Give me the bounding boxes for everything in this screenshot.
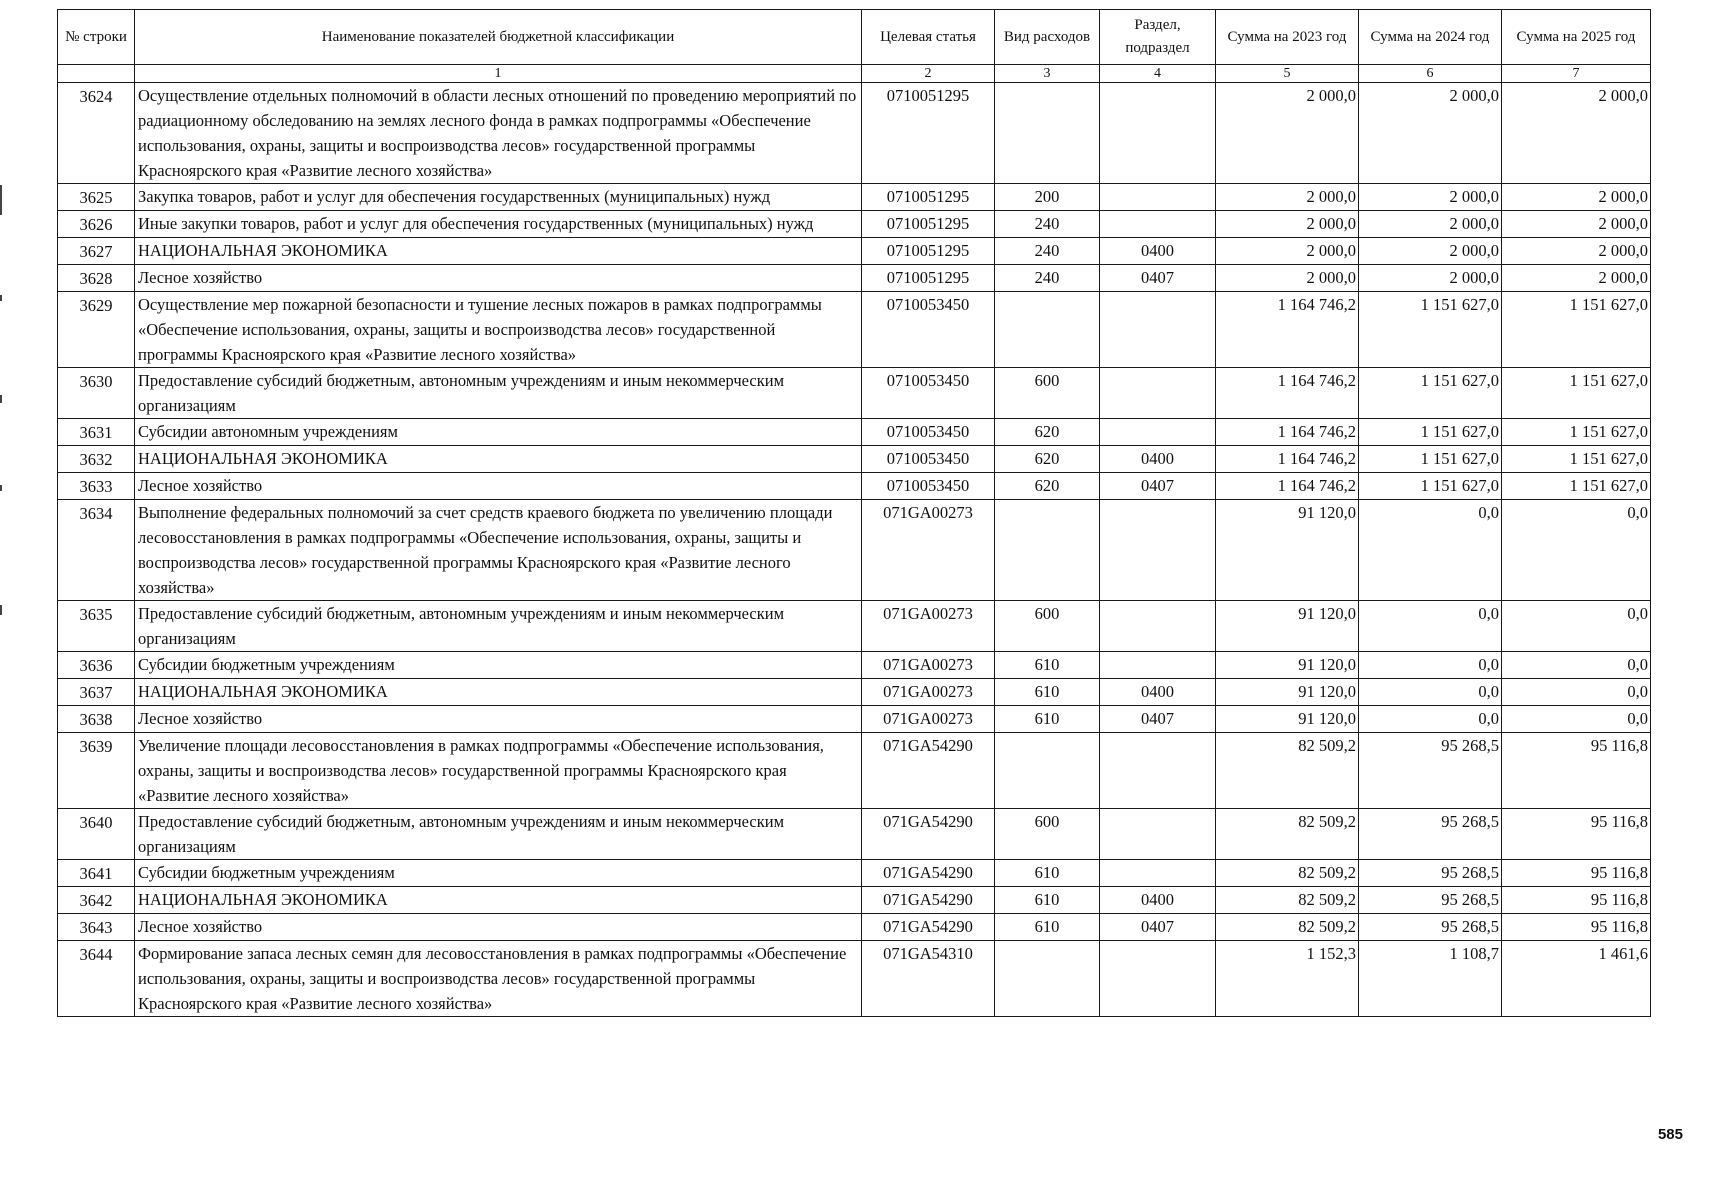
row-name: НАЦИОНАЛЬНАЯ ЭКОНОМИКА bbox=[135, 446, 862, 473]
row-sum-2024: 2 000,0 bbox=[1359, 211, 1502, 238]
row-number: 3626 bbox=[58, 211, 135, 238]
row-number: 3633 bbox=[58, 473, 135, 500]
row-target-article: 071GA00273 bbox=[862, 679, 995, 706]
row-sum-2025: 2 000,0 bbox=[1502, 211, 1651, 238]
row-number: 3641 bbox=[58, 860, 135, 887]
row-name: Иные закупки товаров, работ и услуг для обеспечения государственных (муниципальных) нужд bbox=[135, 211, 862, 238]
row-section bbox=[1100, 809, 1216, 860]
row-number: 3638 bbox=[58, 706, 135, 733]
row-name: Выполнение федеральных полномочий за счет средств краевого бюджета по увеличению площади лесовосстановления в рамках подпрограммы «Обеспечение использования, охраны, защиты и воспроизводства лесов» государственной программы Красноярского края «Развитие лесного хозяйства» bbox=[135, 500, 862, 601]
row-number: 3637 bbox=[58, 679, 135, 706]
column-number-row bbox=[58, 65, 1651, 83]
table-row bbox=[58, 446, 1651, 473]
row-target-article: 0710051295 bbox=[862, 83, 995, 184]
row-section bbox=[1100, 601, 1216, 652]
row-sum-2024: 2 000,0 bbox=[1359, 83, 1502, 184]
row-target-article: 0710053450 bbox=[862, 368, 995, 419]
row-number: 3628 bbox=[58, 265, 135, 292]
row-name: Предоставление субсидий бюджетным, автономным учреждениям и иным некоммерческим организациям bbox=[135, 368, 862, 419]
row-sum-2025: 0,0 bbox=[1502, 679, 1651, 706]
row-section bbox=[1100, 419, 1216, 446]
row-sum-2023: 1 164 746,2 bbox=[1216, 473, 1359, 500]
row-number: 3640 bbox=[58, 809, 135, 860]
row-sum-2023: 82 509,2 bbox=[1216, 809, 1359, 860]
row-sum-2025: 1 461,6 bbox=[1502, 941, 1651, 1017]
budget-table bbox=[57, 9, 1651, 1017]
column-number: 1 bbox=[135, 65, 862, 83]
table-row bbox=[58, 473, 1651, 500]
row-section: 0407 bbox=[1100, 914, 1216, 941]
row-sum-2025: 2 000,0 bbox=[1502, 265, 1651, 292]
row-sum-2025: 95 116,8 bbox=[1502, 860, 1651, 887]
row-target-article: 0710051295 bbox=[862, 211, 995, 238]
row-sum-2025: 95 116,8 bbox=[1502, 809, 1651, 860]
row-section: 0400 bbox=[1100, 887, 1216, 914]
row-sum-2025: 95 116,8 bbox=[1502, 914, 1651, 941]
row-sum-2023: 2 000,0 bbox=[1216, 265, 1359, 292]
row-section: 0400 bbox=[1100, 679, 1216, 706]
row-expense-type: 600 bbox=[995, 601, 1100, 652]
row-sum-2024: 1 151 627,0 bbox=[1359, 419, 1502, 446]
table-row bbox=[58, 83, 1651, 184]
row-number: 3643 bbox=[58, 914, 135, 941]
row-number: 3625 bbox=[58, 184, 135, 211]
header-sum-2024: Сумма на 2024 год bbox=[1359, 10, 1502, 65]
row-expense-type: 600 bbox=[995, 368, 1100, 419]
row-name: Увеличение площади лесовосстановления в рамках подпрограммы «Обеспечение использования, охраны, защиты и воспроизводства лесов» государственной программы Красноярского края «Развитие лесного хозяйства» bbox=[135, 733, 862, 809]
row-sum-2023: 82 509,2 bbox=[1216, 914, 1359, 941]
column-number: 5 bbox=[1216, 65, 1359, 83]
row-target-article: 071GA54310 bbox=[862, 941, 995, 1017]
page-number: 585 bbox=[1657, 1126, 1683, 1143]
row-sum-2023: 82 509,2 bbox=[1216, 887, 1359, 914]
row-sum-2025: 1 151 627,0 bbox=[1502, 368, 1651, 419]
row-sum-2024: 95 268,5 bbox=[1359, 809, 1502, 860]
row-number: 3644 bbox=[58, 941, 135, 1017]
row-section bbox=[1100, 733, 1216, 809]
row-sum-2023: 2 000,0 bbox=[1216, 83, 1359, 184]
row-expense-type: 240 bbox=[995, 238, 1100, 265]
row-name: Лесное хозяйство bbox=[135, 914, 862, 941]
row-section bbox=[1100, 211, 1216, 238]
row-sum-2023: 1 164 746,2 bbox=[1216, 292, 1359, 368]
row-number: 3629 bbox=[58, 292, 135, 368]
row-sum-2024: 2 000,0 bbox=[1359, 265, 1502, 292]
row-number: 3639 bbox=[58, 733, 135, 809]
row-section: 0407 bbox=[1100, 706, 1216, 733]
column-number: 3 bbox=[995, 65, 1100, 83]
row-name: Лесное хозяйство bbox=[135, 265, 862, 292]
table-row bbox=[58, 652, 1651, 679]
row-target-article: 0710053450 bbox=[862, 419, 995, 446]
column-number bbox=[58, 65, 135, 83]
row-section bbox=[1100, 292, 1216, 368]
column-number: 2 bbox=[862, 65, 995, 83]
row-name: Лесное хозяйство bbox=[135, 706, 862, 733]
row-expense-type: 620 bbox=[995, 419, 1100, 446]
row-section bbox=[1100, 368, 1216, 419]
row-section bbox=[1100, 860, 1216, 887]
row-sum-2023: 91 120,0 bbox=[1216, 706, 1359, 733]
row-expense-type: 240 bbox=[995, 211, 1100, 238]
row-section: 0400 bbox=[1100, 238, 1216, 265]
table-row bbox=[58, 887, 1651, 914]
row-sum-2025: 0,0 bbox=[1502, 601, 1651, 652]
row-number: 3636 bbox=[58, 652, 135, 679]
row-target-article: 071GA54290 bbox=[862, 733, 995, 809]
table-row bbox=[58, 500, 1651, 601]
row-expense-type bbox=[995, 292, 1100, 368]
table-row bbox=[58, 809, 1651, 860]
table-row bbox=[58, 184, 1651, 211]
row-expense-type: 620 bbox=[995, 446, 1100, 473]
row-target-article: 0710051295 bbox=[862, 238, 995, 265]
table-row bbox=[58, 914, 1651, 941]
row-sum-2025: 0,0 bbox=[1502, 706, 1651, 733]
column-number: 4 bbox=[1100, 65, 1216, 83]
row-name: Субсидии бюджетным учреждениям bbox=[135, 652, 862, 679]
row-name: Лесное хозяйство bbox=[135, 473, 862, 500]
table-row bbox=[58, 419, 1651, 446]
header-sum-2023: Сумма на 2023 год bbox=[1216, 10, 1359, 65]
header-target: Целевая статья bbox=[862, 10, 995, 65]
table-row bbox=[58, 733, 1651, 809]
table-row bbox=[58, 601, 1651, 652]
row-expense-type: 620 bbox=[995, 473, 1100, 500]
row-section bbox=[1100, 184, 1216, 211]
row-sum-2024: 95 268,5 bbox=[1359, 914, 1502, 941]
row-name: Субсидии бюджетным учреждениям bbox=[135, 860, 862, 887]
header-sum-2025: Сумма на 2025 год bbox=[1502, 10, 1651, 65]
row-target-article: 071GA00273 bbox=[862, 652, 995, 679]
row-number: 3631 bbox=[58, 419, 135, 446]
row-expense-type bbox=[995, 83, 1100, 184]
row-expense-type: 610 bbox=[995, 887, 1100, 914]
row-sum-2023: 91 120,0 bbox=[1216, 679, 1359, 706]
row-expense-type: 240 bbox=[995, 265, 1100, 292]
row-expense-type: 610 bbox=[995, 679, 1100, 706]
row-expense-type: 610 bbox=[995, 914, 1100, 941]
row-name: Осуществление мер пожарной безопасности и тушение лесных пожаров в рамках подпрограммы «Обеспечение использования, охраны, защиты и воспроизводства лесов» государственной программы Красноярского края «Развитие лесного хозяйства» bbox=[135, 292, 862, 368]
row-sum-2025: 1 151 627,0 bbox=[1502, 446, 1651, 473]
row-number: 3630 bbox=[58, 368, 135, 419]
row-sum-2023: 1 152,3 bbox=[1216, 941, 1359, 1017]
row-number: 3627 bbox=[58, 238, 135, 265]
row-sum-2025: 1 151 627,0 bbox=[1502, 419, 1651, 446]
row-number: 3635 bbox=[58, 601, 135, 652]
row-target-article: 0710053450 bbox=[862, 446, 995, 473]
header-razdel: Раздел, подраздел bbox=[1100, 10, 1216, 65]
row-sum-2024: 95 268,5 bbox=[1359, 887, 1502, 914]
row-name: Осуществление отдельных полномочий в области лесных отношений по проведению мероприятий по радиационному обследованию на землях лесного фонда в рамках подпрограммы «Обеспечение использования, охраны, защиты и воспроизводства лесов» государственной программы Красноярского края «Развитие лесного хозяйства» bbox=[135, 83, 862, 184]
row-name: Предоставление субсидий бюджетным, автономным учреждениям и иным некоммерческим организациям bbox=[135, 809, 862, 860]
row-target-article: 0710053450 bbox=[862, 292, 995, 368]
row-section: 0407 bbox=[1100, 473, 1216, 500]
row-sum-2024: 95 268,5 bbox=[1359, 860, 1502, 887]
table-row bbox=[58, 211, 1651, 238]
row-expense-type: 610 bbox=[995, 652, 1100, 679]
row-target-article: 071GA54290 bbox=[862, 887, 995, 914]
row-sum-2024: 0,0 bbox=[1359, 679, 1502, 706]
row-sum-2023: 91 120,0 bbox=[1216, 601, 1359, 652]
row-expense-type: 610 bbox=[995, 860, 1100, 887]
row-sum-2023: 2 000,0 bbox=[1216, 211, 1359, 238]
row-name: НАЦИОНАЛЬНАЯ ЭКОНОМИКА bbox=[135, 679, 862, 706]
row-target-article: 0710053450 bbox=[862, 473, 995, 500]
row-target-article: 071GA00273 bbox=[862, 601, 995, 652]
row-sum-2024: 0,0 bbox=[1359, 706, 1502, 733]
row-target-article: 071GA00273 bbox=[862, 706, 995, 733]
row-sum-2025: 95 116,8 bbox=[1502, 887, 1651, 914]
row-number: 3632 bbox=[58, 446, 135, 473]
row-sum-2024: 1 151 627,0 bbox=[1359, 292, 1502, 368]
row-name: Формирование запаса лесных семян для лесовосстановления в рамках подпрограммы «Обеспечение использования, охраны, защиты и воспроизводства лесов» государственной программы Красноярского края «Развитие лесного хозяйства» bbox=[135, 941, 862, 1017]
row-section bbox=[1100, 500, 1216, 601]
row-name: Предоставление субсидий бюджетным, автономным учреждениям и иным некоммерческим организациям bbox=[135, 601, 862, 652]
row-name: НАЦИОНАЛЬНАЯ ЭКОНОМИКА bbox=[135, 887, 862, 914]
row-sum-2023: 1 164 746,2 bbox=[1216, 368, 1359, 419]
row-sum-2024: 1 108,7 bbox=[1359, 941, 1502, 1017]
row-sum-2023: 1 164 746,2 bbox=[1216, 419, 1359, 446]
row-sum-2024: 2 000,0 bbox=[1359, 238, 1502, 265]
row-sum-2023: 2 000,0 bbox=[1216, 238, 1359, 265]
row-section bbox=[1100, 83, 1216, 184]
row-sum-2023: 91 120,0 bbox=[1216, 652, 1359, 679]
row-expense-type bbox=[995, 500, 1100, 601]
row-sum-2023: 91 120,0 bbox=[1216, 500, 1359, 601]
row-sum-2025: 0,0 bbox=[1502, 652, 1651, 679]
column-number: 7 bbox=[1502, 65, 1651, 83]
row-target-article: 0710051295 bbox=[862, 184, 995, 211]
row-expense-type bbox=[995, 733, 1100, 809]
row-number: 3624 bbox=[58, 83, 135, 184]
row-section: 0400 bbox=[1100, 446, 1216, 473]
row-section: 0407 bbox=[1100, 265, 1216, 292]
row-sum-2025: 1 151 627,0 bbox=[1502, 473, 1651, 500]
row-sum-2025: 0,0 bbox=[1502, 500, 1651, 601]
table-row bbox=[58, 292, 1651, 368]
row-sum-2025: 2 000,0 bbox=[1502, 184, 1651, 211]
row-section bbox=[1100, 652, 1216, 679]
row-expense-type: 600 bbox=[995, 809, 1100, 860]
row-sum-2025: 2 000,0 bbox=[1502, 83, 1651, 184]
row-sum-2023: 1 164 746,2 bbox=[1216, 446, 1359, 473]
row-sum-2024: 2 000,0 bbox=[1359, 184, 1502, 211]
row-sum-2024: 0,0 bbox=[1359, 601, 1502, 652]
row-sum-2023: 82 509,2 bbox=[1216, 860, 1359, 887]
row-number: 3634 bbox=[58, 500, 135, 601]
row-sum-2023: 2 000,0 bbox=[1216, 184, 1359, 211]
row-sum-2024: 1 151 627,0 bbox=[1359, 446, 1502, 473]
table-row bbox=[58, 706, 1651, 733]
row-sum-2023: 82 509,2 bbox=[1216, 733, 1359, 809]
row-section bbox=[1100, 941, 1216, 1017]
row-sum-2025: 2 000,0 bbox=[1502, 238, 1651, 265]
row-sum-2024: 1 151 627,0 bbox=[1359, 368, 1502, 419]
table-row bbox=[58, 941, 1651, 1017]
row-expense-type: 200 bbox=[995, 184, 1100, 211]
row-target-article: 071GA54290 bbox=[862, 860, 995, 887]
row-sum-2024: 1 151 627,0 bbox=[1359, 473, 1502, 500]
table-row bbox=[58, 265, 1651, 292]
header-name: Наименование показателей бюджетной классификации bbox=[135, 10, 862, 65]
row-target-article: 071GA00273 bbox=[862, 500, 995, 601]
row-target-article: 0710051295 bbox=[862, 265, 995, 292]
row-expense-type: 610 bbox=[995, 706, 1100, 733]
header-vid: Вид расходов bbox=[995, 10, 1100, 65]
table-row bbox=[58, 860, 1651, 887]
column-number: 6 bbox=[1359, 65, 1502, 83]
row-sum-2025: 95 116,8 bbox=[1502, 733, 1651, 809]
row-expense-type bbox=[995, 941, 1100, 1017]
row-name: НАЦИОНАЛЬНАЯ ЭКОНОМИКА bbox=[135, 238, 862, 265]
table-row bbox=[58, 238, 1651, 265]
row-target-article: 071GA54290 bbox=[862, 914, 995, 941]
row-sum-2025: 1 151 627,0 bbox=[1502, 292, 1651, 368]
table-row bbox=[58, 368, 1651, 419]
row-name: Закупка товаров, работ и услуг для обеспечения государственных (муниципальных) нужд bbox=[135, 184, 862, 211]
row-number: 3642 bbox=[58, 887, 135, 914]
row-sum-2024: 95 268,5 bbox=[1359, 733, 1502, 809]
row-name: Субсидии автономным учреждениям bbox=[135, 419, 862, 446]
header-row bbox=[58, 10, 1651, 65]
binding-marks bbox=[0, 185, 4, 645]
row-sum-2024: 0,0 bbox=[1359, 500, 1502, 601]
row-target-article: 071GA54290 bbox=[862, 809, 995, 860]
table-body bbox=[58, 83, 1651, 1017]
row-sum-2024: 0,0 bbox=[1359, 652, 1502, 679]
table-row bbox=[58, 679, 1651, 706]
header-row-no: № строки bbox=[58, 10, 135, 65]
